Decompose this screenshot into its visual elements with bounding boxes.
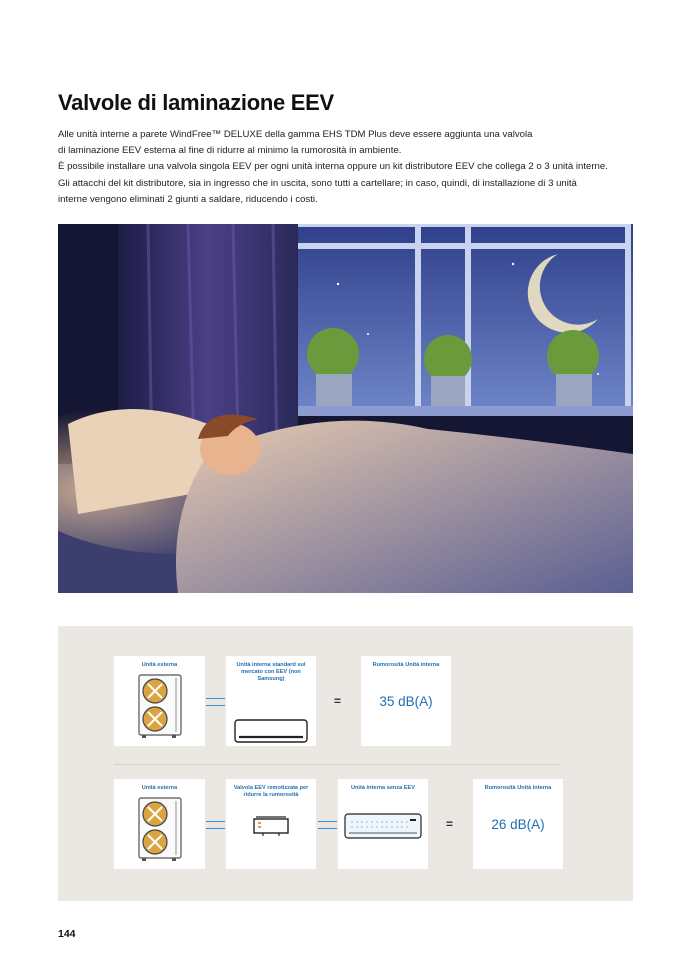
noise-label: Rumorosità Unità interna [484,785,552,791]
page-number: 144 [58,928,76,940]
noise-result-box [361,656,451,746]
indoor-unit-box [338,779,428,869]
intro-line: È possibile installare una valvola singola EEV per ogni unità interna oppure un kit distributore EEV che collega 2 o 3 unità interne. [58,161,608,173]
equals-sign: = [334,694,342,708]
outdoor-unit-box [114,656,205,746]
refrigerant-connection [318,821,337,829]
eev-valve-box [226,779,316,869]
eev-diagram [58,626,633,901]
indoor-unit-label: Unità interna standard sul mercato con EEV (non Samsung) [236,662,306,682]
noise-value: 35 dB(A) [379,694,433,709]
noise-label: Rumorosità Unità interna [372,662,440,668]
noise-result-box [473,779,563,869]
outdoor-unit-icon [138,674,182,738]
indoor-unit-label: Unità interna senza EEV [350,785,416,791]
refrigerant-connection [206,698,225,706]
outdoor-unit-label: Unità esterna [141,662,178,668]
eev-valve-icon [252,815,290,837]
outdoor-unit-icon [138,797,182,861]
indoor-unit-box [226,656,316,746]
windfree-indoor-unit-icon [344,813,422,839]
noise-value: 26 dB(A) [491,817,545,832]
indoor-unit-icon [234,719,308,743]
outdoor-unit-box [114,779,205,869]
eev-valve-label: Valvola EEV remotizzata per ridurre la rumorosità [233,785,309,798]
page-title: Valvole di laminazione EEV [58,90,334,115]
outdoor-unit-label: Unità esterna [141,785,178,791]
row-divider [114,764,561,765]
intro-text [58,127,638,208]
intro-line: Alle unità interne a parete WindFree™ DELUXE della gamma EHS TDM Plus deve essere aggiunta una valvola [58,129,533,140]
intro-line: Gli attacchi del kit distributore, sia in ingresso che in uscita, sono tutti a cartellare; in caso, quindi, di installazione di 3 unità [58,177,577,189]
intro-line: di laminazione EEV esterna al fine di ridurre al minimo la rumorosità in ambiente. [58,145,402,157]
equals-sign: = [446,817,454,831]
sleeping-child-photo [58,224,633,593]
intro-line: interne vengono eliminati 2 giunti a saldare, riducendo i costi. [58,193,318,205]
refrigerant-connection [206,821,225,829]
